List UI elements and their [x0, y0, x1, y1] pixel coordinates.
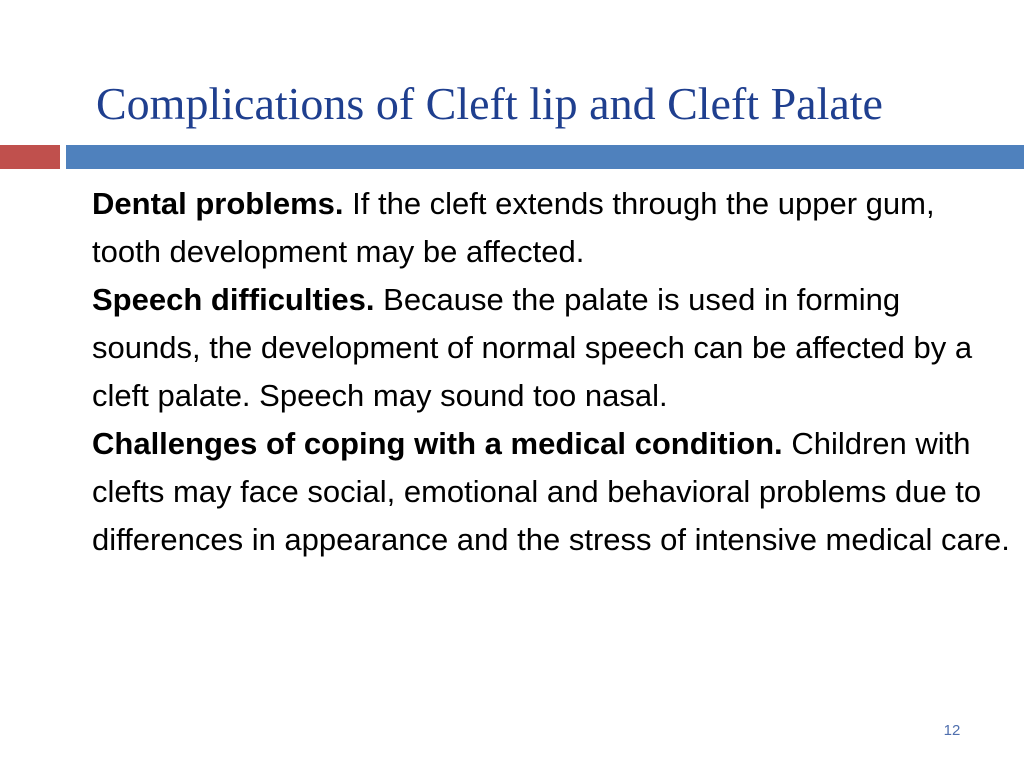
item-heading: Dental problems. — [92, 186, 344, 221]
item-heading: Speech difficulties. — [92, 282, 375, 317]
item-text: Children with clefts may face social, emotional and behavioral problems due to differences in appearance and the stress of intensive medical care. — [92, 426, 1010, 557]
item-text: If the cleft extends through the upper gum, tooth development may be affected. — [92, 186, 935, 269]
item-coping-challenges — [92, 420, 1012, 564]
item-dental-problems — [92, 180, 1012, 276]
page-number: 12 — [943, 722, 961, 739]
item-heading: Challenges of coping with a medical condition. — [92, 426, 783, 461]
item-text: Because the palate is used in forming sounds, the development of normal speech can be affected by a cleft palate. Speech may sound too nasal. — [92, 282, 973, 413]
item-speech-difficulties — [92, 276, 1012, 420]
slide-title: Complications of Cleft lip and Cleft Palate — [96, 78, 883, 129]
title-accent-bar-red — [0, 145, 60, 169]
title-accent-bar-blue — [66, 145, 1024, 169]
slide-body — [92, 180, 1012, 564]
